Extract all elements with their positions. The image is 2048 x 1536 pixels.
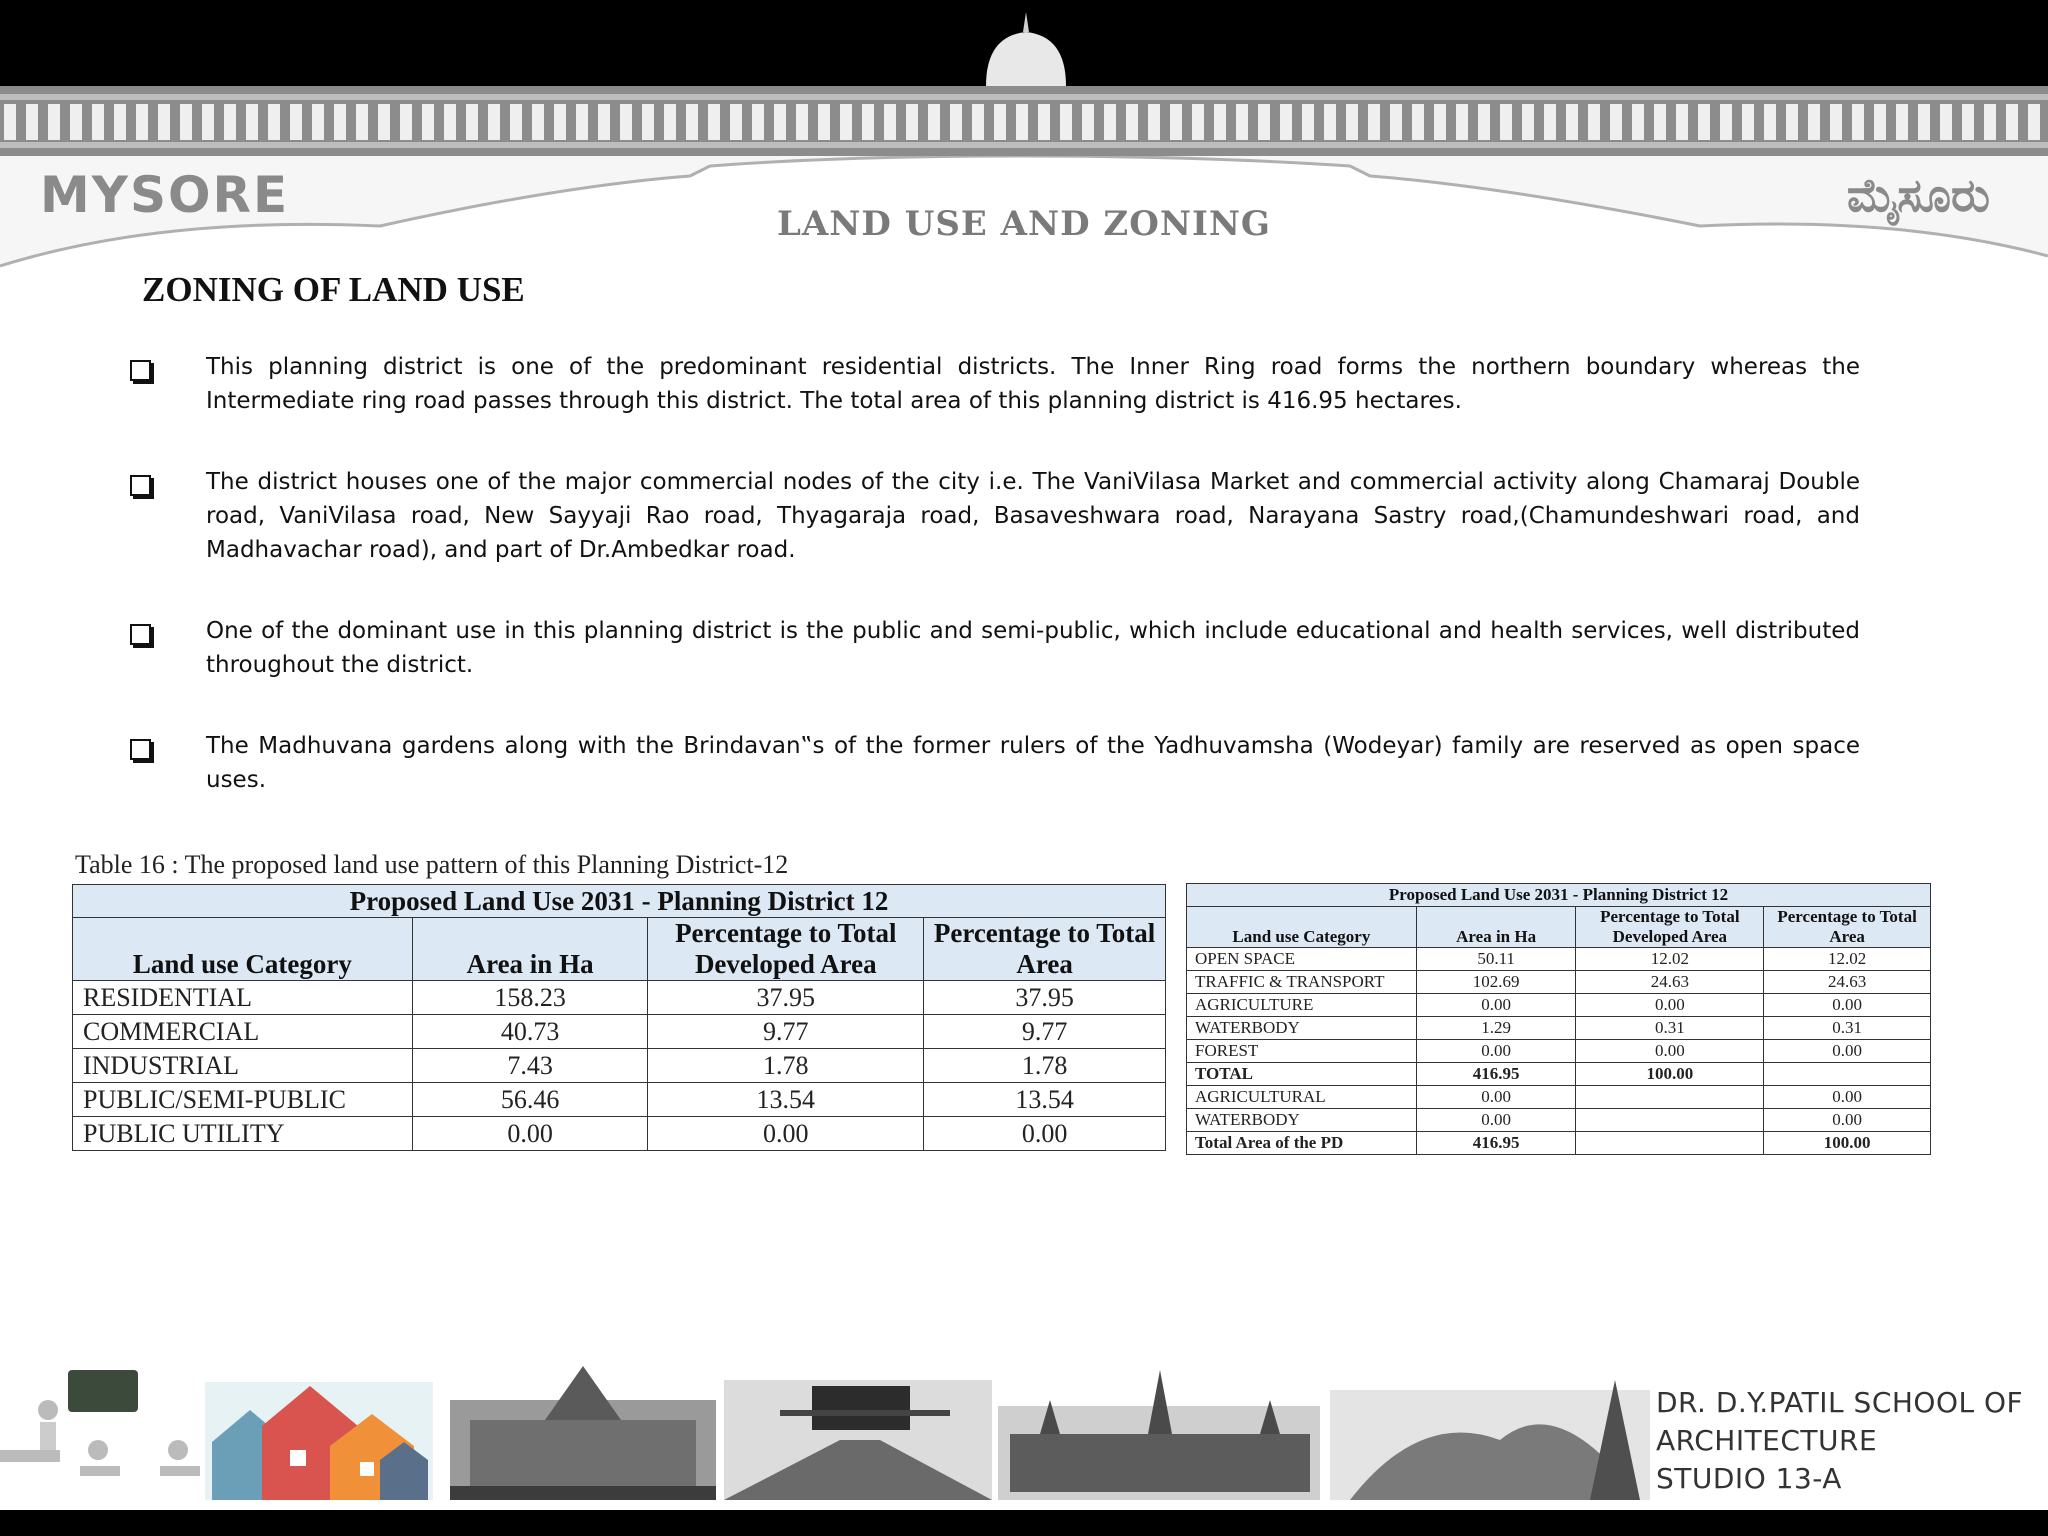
table-row	[73, 1049, 1166, 1083]
table-row	[73, 1117, 1166, 1151]
table-cell: 158.23	[412, 981, 648, 1015]
table-cell: TOTAL	[1187, 1063, 1417, 1086]
bullet-text: The district houses one of the major commercial nodes of the city i.e. The VaniVilasa Market and commercial activity along Chamaraj Double road, VaniVilasa road, New Sayyaji Rao road, Thyagaraja road, Basaveshwara road, Narayana Sastry road,(Chamundeshwari road, and Madhavachar road), and part of Dr.Ambedkar road.	[206, 469, 1860, 563]
table-cell: OPEN SPACE	[1187, 948, 1417, 971]
table-header-row	[1187, 907, 1931, 948]
table-row	[1187, 1086, 1931, 1109]
school-credit	[1656, 1384, 2023, 1498]
table-row	[73, 981, 1166, 1015]
table-cell: AGRICULTURAL	[1187, 1086, 1417, 1109]
table-cell: 102.69	[1416, 971, 1576, 994]
table-cell: 1.78	[924, 1049, 1166, 1083]
table-cell: 24.63	[1764, 971, 1931, 994]
city-name: MYSORE	[40, 166, 290, 224]
footer-bottom-bar	[0, 1510, 2048, 1536]
bullet-text: The Madhuvana gardens along with the Brindavan‟s of the former rulers of the Yadhuvamsha (Wodeyar) family are reserved as open space uses.	[206, 733, 1860, 793]
table-cell: 12.02	[1576, 948, 1764, 971]
table-cell: 0.00	[924, 1117, 1166, 1151]
table-row	[1187, 1040, 1931, 1063]
column-header: Percentage to Total Area	[1764, 907, 1931, 948]
school-credit-line: STUDIO 13-A	[1656, 1462, 1842, 1495]
table-cell: 0.00	[1764, 994, 1931, 1017]
bullet-item	[130, 350, 1860, 418]
table-row	[1187, 948, 1931, 971]
column-header: Area in Ha	[1416, 907, 1576, 948]
checkbox-bullet-icon	[130, 624, 151, 645]
table-cell: 416.95	[1416, 1132, 1576, 1155]
table-cell: INDUSTRIAL	[73, 1049, 413, 1083]
school-credit-line: ARCHITECTURE	[1656, 1424, 1878, 1457]
table-cell: 37.95	[648, 981, 924, 1015]
table-cell: 0.00	[1576, 1040, 1764, 1063]
table-cell: 0.00	[648, 1117, 924, 1151]
footer-image-strip	[0, 1350, 1650, 1510]
table-cell: 0.31	[1576, 1017, 1764, 1040]
bullet-item	[130, 614, 1860, 682]
table-cell: 416.95	[1416, 1063, 1576, 1086]
checkbox-bullet-icon	[130, 475, 151, 496]
table-caption: Table 16 : The proposed land use pattern of this Planning District-12	[75, 850, 789, 879]
table-cell: 1.29	[1416, 1017, 1576, 1040]
table-cell: 0.00	[1576, 994, 1764, 1017]
table-cell: 100.00	[1576, 1063, 1764, 1086]
table-row	[1187, 994, 1931, 1017]
table-cell: 100.00	[1764, 1132, 1931, 1155]
table-cell: 0.00	[1764, 1040, 1931, 1063]
city-name-kannada: ಮೈಸೂರು	[1846, 168, 1990, 222]
table-title-row	[1187, 884, 1931, 907]
table-title: Proposed Land Use 2031 - Planning District 12	[1187, 884, 1931, 907]
table-row	[1187, 1017, 1931, 1040]
mysore-palace-photo	[998, 1370, 1320, 1500]
table-cell: 12.02	[1764, 948, 1931, 971]
table-cell: 1.78	[648, 1049, 924, 1083]
table-cell: WATERBODY	[1187, 1017, 1417, 1040]
road-overpass-photo	[724, 1380, 992, 1500]
bullet-list	[130, 350, 1860, 844]
column-header: Percentage to Total Area	[924, 918, 1166, 981]
table-total-row	[1187, 1063, 1931, 1086]
table-row	[1187, 1109, 1931, 1132]
table-total-row	[1187, 1132, 1931, 1155]
table-cell	[1764, 1063, 1931, 1086]
government-building-photo	[450, 1366, 716, 1500]
table-cell: 0.00	[412, 1117, 648, 1151]
table-cell: FOREST	[1187, 1040, 1417, 1063]
land-use-table-main	[72, 884, 1166, 1151]
table-cell: 0.31	[1764, 1017, 1931, 1040]
bullet-item	[130, 729, 1860, 797]
table-cell	[1576, 1132, 1764, 1155]
bullet-text: One of the dominant use in this planning district is the public and semi-public, which include educational and health services, well distributed throughout the district.	[206, 618, 1860, 678]
table-cell: 13.54	[648, 1083, 924, 1117]
table-cell: 0.00	[1416, 1040, 1576, 1063]
checkbox-bullet-icon	[130, 739, 151, 760]
table-cell: TRAFFIC & TRANSPORT	[1187, 971, 1417, 994]
table-cell: PUBLIC/SEMI-PUBLIC	[73, 1083, 413, 1117]
section-title: ZONING OF LAND USE	[142, 270, 525, 309]
palace-dome-icon	[978, 10, 1074, 86]
bullet-item	[130, 465, 1860, 567]
school-credit-line: DR. D.Y.PATIL SCHOOL OF	[1656, 1386, 2024, 1419]
table-cell: COMMERCIAL	[73, 1015, 413, 1049]
land-use-table-secondary	[1186, 883, 1931, 1155]
table-row	[1187, 971, 1931, 994]
table-cell: 0.00	[1416, 994, 1576, 1017]
column-header: Percentage to Total Developed Area	[648, 918, 924, 981]
classroom-illustration	[0, 1370, 200, 1476]
table-row	[73, 1083, 1166, 1117]
table-cell	[1576, 1109, 1764, 1132]
table-cell: 0.00	[1416, 1109, 1576, 1132]
table-title: Proposed Land Use 2031 - Planning District 12	[73, 885, 1166, 918]
table-cell: 40.73	[412, 1015, 648, 1049]
table-cell: 56.46	[412, 1083, 648, 1117]
table-cell: 50.11	[1416, 948, 1576, 971]
table-cell: AGRICULTURE	[1187, 994, 1417, 1017]
table-cell: 37.95	[924, 981, 1166, 1015]
table-cell: 13.54	[924, 1083, 1166, 1117]
column-header: Land use Category	[73, 918, 413, 981]
table-cell: WATERBODY	[1187, 1109, 1417, 1132]
table-title-row	[73, 885, 1166, 918]
table-cell: 7.43	[412, 1049, 648, 1083]
column-header: Percentage to Total Developed Area	[1576, 907, 1764, 948]
checkbox-bullet-icon	[130, 360, 151, 381]
table-cell: PUBLIC UTILITY	[73, 1117, 413, 1151]
colonnade-border	[0, 86, 2048, 156]
temple-tower-photo	[1330, 1380, 1650, 1500]
table-cell: 9.77	[924, 1015, 1166, 1049]
table-cell: 0.00	[1764, 1086, 1931, 1109]
table-header-row	[73, 918, 1166, 981]
table-row	[73, 1015, 1166, 1049]
table-cell: 9.77	[648, 1015, 924, 1049]
column-header: Land use Category	[1187, 907, 1417, 948]
colorful-houses-illustration	[205, 1382, 433, 1500]
column-header: Area in Ha	[412, 918, 648, 981]
table-cell: 0.00	[1764, 1109, 1931, 1132]
table-cell	[1576, 1086, 1764, 1109]
table-cell: Total Area of the PD	[1187, 1132, 1417, 1155]
table-cell: RESIDENTIAL	[73, 981, 413, 1015]
bullet-text: This planning district is one of the predominant residential districts. The Inner Ring road forms the northern boundary whereas the Intermediate ring road passes through this district. The total area of this planning district is 416.95 hectares.	[206, 354, 1860, 414]
table-cell: 0.00	[1416, 1086, 1576, 1109]
table-cell: 24.63	[1576, 971, 1764, 994]
page-header-title: LAND USE AND ZONING	[777, 204, 1271, 244]
